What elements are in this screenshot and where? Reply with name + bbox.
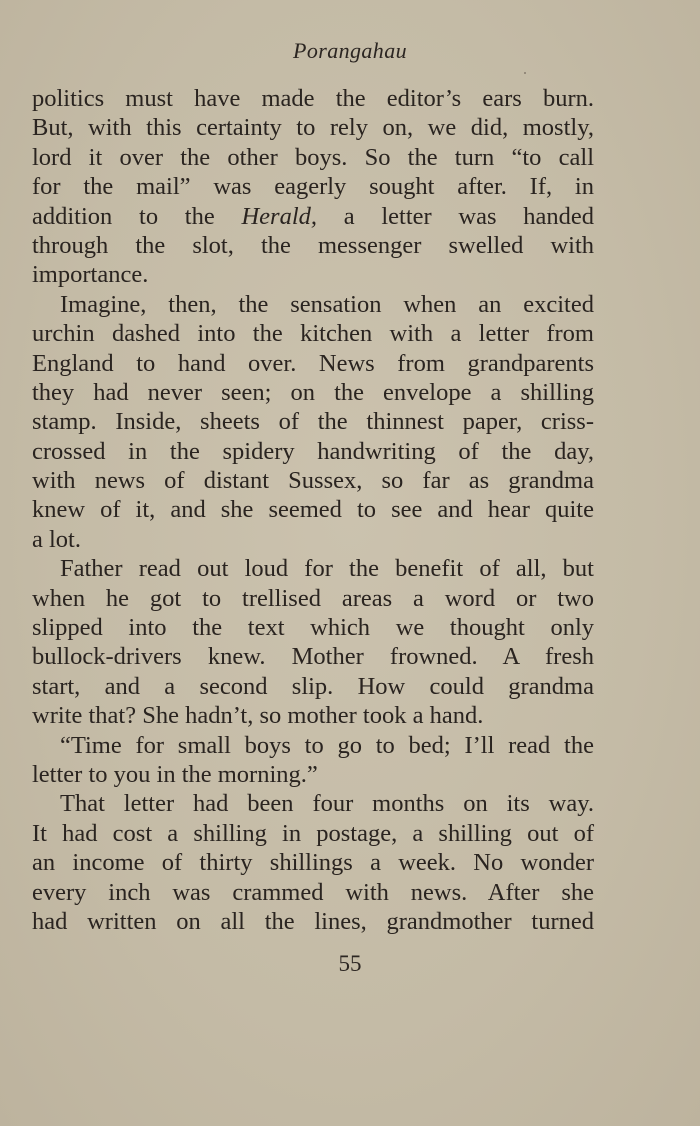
- text-line: had written on all the lines, grandmother turned: [32, 907, 594, 935]
- text-line: through the slot, the messenger swelled with: [32, 231, 594, 259]
- running-head-title: Porangahau: [293, 38, 407, 63]
- text-line: bullock-drivers knew. Mother frowned. A fresh: [32, 643, 594, 671]
- paper-speck: [524, 72, 526, 74]
- text-line: urchin dashed into the kitchen with a letter from: [32, 320, 594, 348]
- text-line: It had cost a shilling in postage, a shilling out of: [32, 819, 594, 847]
- text-line: lord it over the other boys. So the turn “to call: [32, 143, 594, 171]
- text-line: importance.: [32, 261, 149, 289]
- text-line: write that? She hadn’t, so mother took a hand.: [32, 702, 484, 730]
- page-number: 55: [338, 951, 362, 976]
- text-line: letter to you in the morning.”: [32, 760, 318, 788]
- text-line: a lot.: [32, 525, 81, 553]
- paragraph-start-line: Father read out loud for the benefit of all, but: [60, 555, 594, 583]
- text-line-part: addition to the: [32, 202, 242, 230]
- text-line: an income of thirty shillings a week. No wonder: [32, 849, 594, 877]
- text-line: when he got to trellised areas a word or two: [32, 584, 594, 612]
- text-line: with news of distant Sussex, so far as grandma: [32, 467, 594, 495]
- text-line-herald: [32, 202, 594, 231]
- text-line: But, with this certainty to rely on, we did, mostly,: [32, 114, 594, 142]
- paragraph-start-line: “Time for small boys to go to bed; I’ll read the: [60, 731, 594, 759]
- text-line: slipped into the text which we thought only: [32, 614, 594, 642]
- text-line: for the mail” was eagerly sought after. If, in: [32, 173, 594, 201]
- paragraph-start-line: That letter had been four months on its way.: [60, 790, 594, 818]
- text-line: crossed in the spidery handwriting of the day,: [32, 437, 594, 465]
- text-line-part: a letter was handed: [317, 202, 594, 230]
- text-line: England to hand over. News from grandparents: [32, 349, 594, 377]
- text-line: stamp. Inside, sheets of the thinnest paper, criss-: [32, 408, 594, 436]
- text-line: politics must have made the editor’s ears burn.: [32, 85, 594, 112]
- text-line: they had never seen; on the envelope a shilling: [32, 378, 594, 406]
- text-line: start, and a second slip. How could grandma: [32, 672, 594, 700]
- herald-title: Herald,: [241, 202, 318, 230]
- paragraph-start-line: Imagine, then, the sensation when an excited: [60, 290, 594, 318]
- text-line: every inch was crammed with news. After she: [32, 878, 594, 906]
- text-line: knew of it, and she seemed to see and hear quite: [32, 496, 594, 524]
- body-text: [32, 84, 594, 936]
